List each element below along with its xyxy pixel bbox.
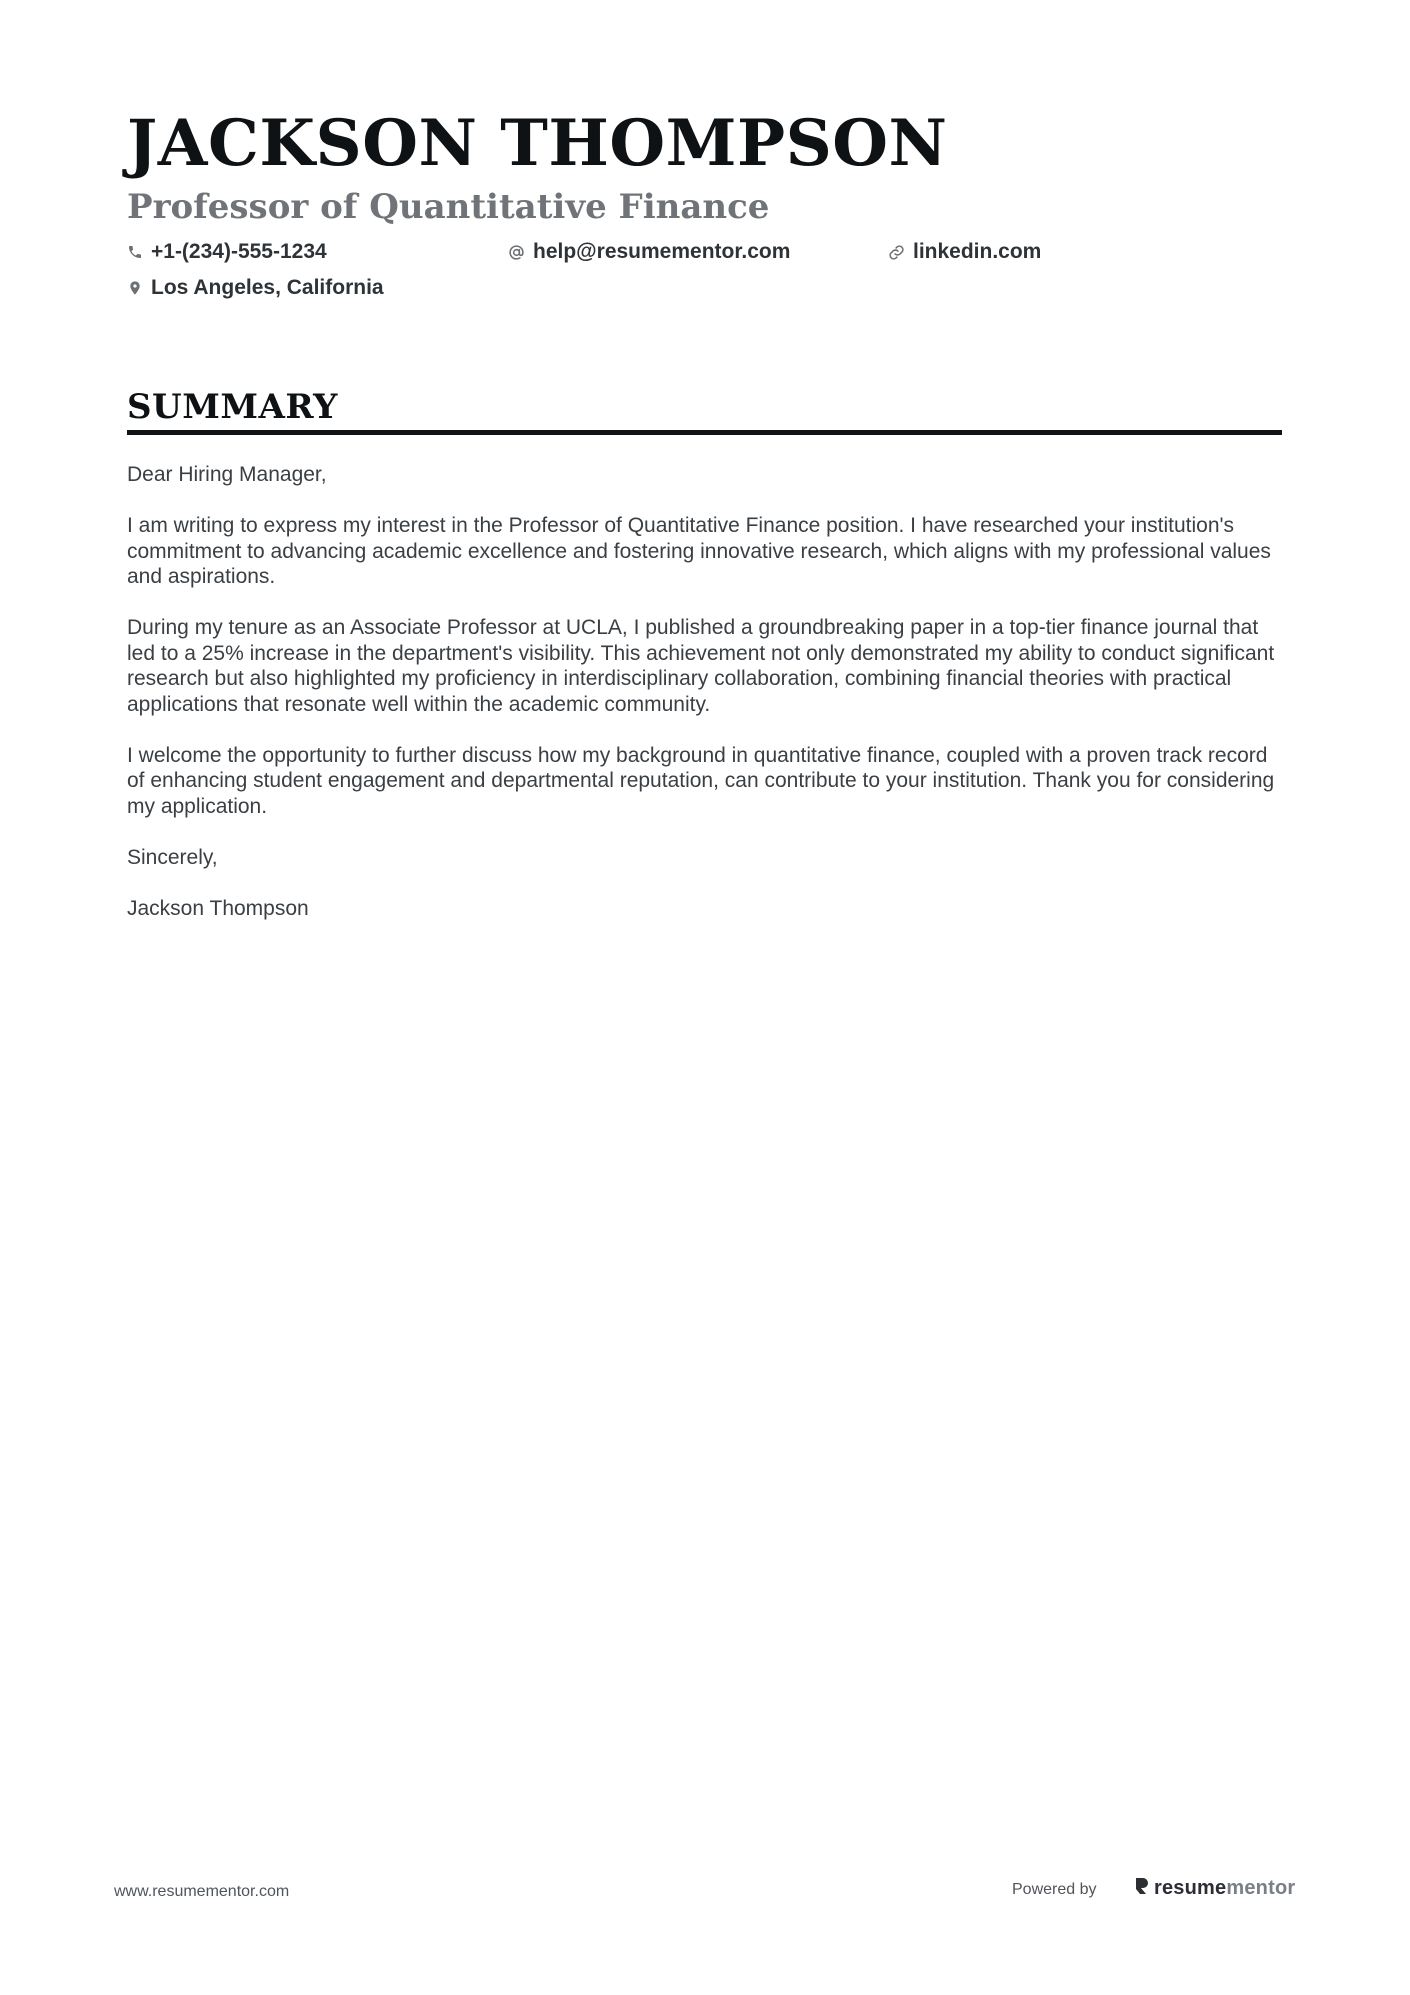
brand-wordmark-light: mentor	[1226, 1877, 1296, 1899]
letter-closing: Sincerely,	[127, 845, 218, 869]
phone-icon	[127, 244, 143, 260]
phone-text: +1-(234)-555-1234	[151, 240, 327, 263]
candidate-name: JACKSON THOMPSON	[127, 106, 948, 181]
brand-wordmark	[1154, 1877, 1295, 1900]
letter-greeting: Dear Hiring Manager,	[127, 463, 327, 486]
at-icon	[508, 244, 525, 261]
email-text[interactable]: help@resumementor.com	[533, 240, 791, 263]
link-icon	[888, 244, 905, 261]
location-pin-icon	[127, 279, 143, 297]
job-title: Professor of Quantitative Finance	[127, 187, 770, 227]
powered-by-label: Powered by	[1012, 1881, 1097, 1898]
brand-wordmark-bold: resume	[1154, 1877, 1227, 1899]
letter-paragraph: I am writing to express my interest in the Professor of Quantitative Finance position. I have researched your institution's commitment to advancing academic excellence and fostering innovative research, which aligns with my professional values and aspirations.	[127, 514, 1271, 588]
contact-phone	[127, 240, 327, 264]
contact-location	[127, 276, 384, 300]
section-title-summary: SUMMARY	[127, 387, 338, 427]
brand-logo[interactable]	[1134, 1876, 1295, 1901]
letter-paragraph: I welcome the opportunity to further discuss how my background in quantitative finance, coupled with a proven track record of enhancing student engagement and departmental reputation, can contribute to your institution. Thank you for considering my application.	[127, 743, 1275, 818]
contact-email	[508, 240, 790, 264]
contact-link	[888, 240, 1041, 264]
footer-website[interactable]: www.resumementor.com	[114, 1883, 290, 1900]
location-text: Los Angeles, California	[151, 276, 384, 299]
link-text[interactable]: linkedin.com	[913, 240, 1042, 263]
letter-paragraph: During my tenure as an Associate Professor at UCLA, I published a groundbreaking paper in a top-tier finance journal that led to a 25% increase in the department's visibility. This achievement not only demonstrated my ability to conduct significant research but also highlighted my proficiency in interdisciplinary collaboration, combining financial theories with practical applications that resonate well within the academic community.	[127, 616, 1275, 716]
letter-signature: Jackson Thompson	[127, 896, 309, 920]
section-divider	[127, 430, 1282, 435]
logo-mark-icon	[1134, 1876, 1150, 1901]
letter-body	[127, 462, 1287, 947]
